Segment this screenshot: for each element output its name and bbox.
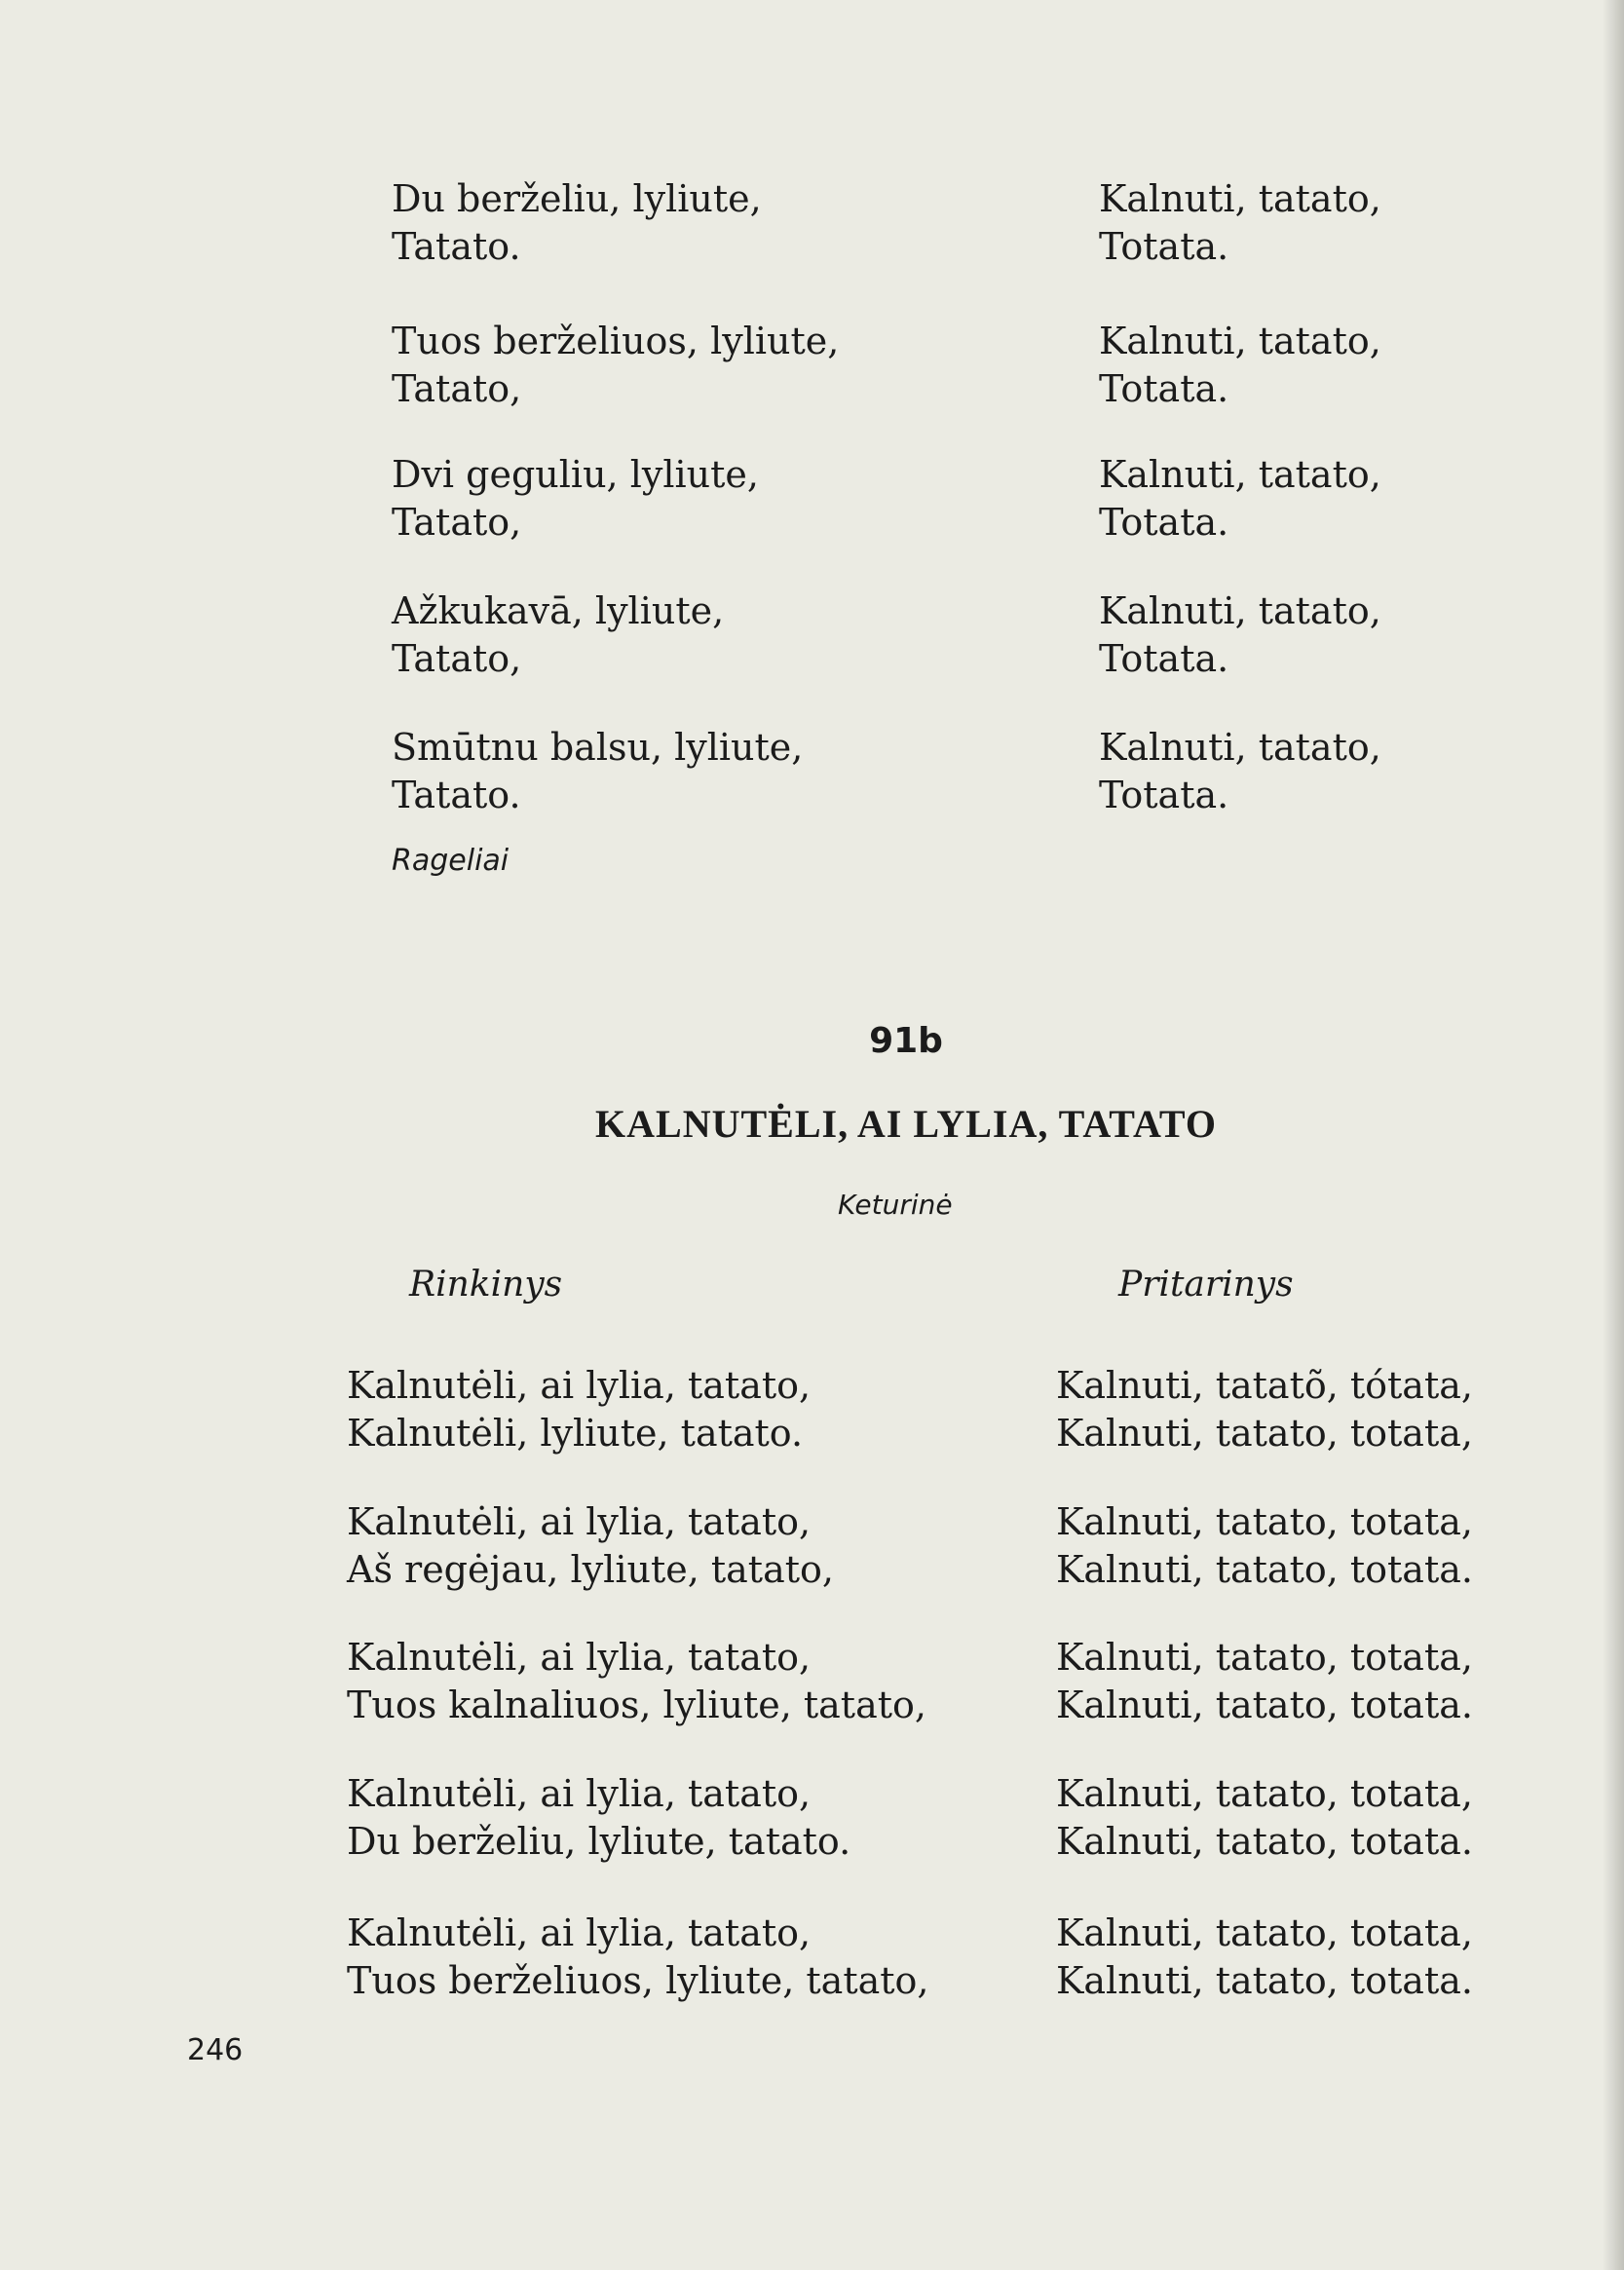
refrain-line: Kalnuti, tatato, (1099, 726, 1381, 769)
refrain-line: Kalnuti, tatato, (1099, 320, 1381, 362)
top-stanza-1-left (392, 175, 762, 271)
verse-line: Dvi geguliu, lyliute, (392, 453, 759, 496)
verse-line: Tatato, (392, 637, 522, 680)
verse-line: Du berželiu, lyliute, tatato. (347, 1820, 851, 1863)
bottom-stanza-3-left (347, 1634, 926, 1729)
refrain-line: Totata. (1099, 637, 1229, 680)
bottom-stanza-4-left (347, 1770, 850, 1866)
bottom-stanza-1-right (1056, 1362, 1473, 1457)
verse-line: Tuos berželiuos, lyliute, tatato, (347, 1959, 929, 2002)
refrain-line: Kalnuti, tatato, totata. (1056, 1820, 1473, 1863)
top-stanza-4-left (392, 587, 724, 683)
page-number: 246 (187, 2033, 244, 2067)
refrain-line: Totata. (1099, 774, 1229, 816)
top-stanza-2-right (1099, 318, 1381, 413)
refrain-line: Kalnuti, tatato, totata, (1056, 1500, 1473, 1543)
refrain-line: Kalnuti, tatato, totata, (1056, 1412, 1473, 1455)
verse-line: Tatato, (392, 501, 522, 544)
song-number: 91b (869, 1021, 943, 1061)
verse-line: Smūtnu balsu, lyliute, (392, 726, 804, 769)
bottom-stanza-2-left (347, 1498, 834, 1594)
refrain-line: Totata. (1099, 367, 1229, 410)
refrain-line: Kalnuti, tatatõ, tótata, (1056, 1364, 1473, 1407)
verse-line: Kalnutėli, ai lylia, tatato, (347, 1500, 812, 1543)
refrain-line: Totata. (1099, 501, 1229, 544)
left-column-heading: Rinkinys (409, 1265, 563, 1305)
verse-line: Aš regėjau, lyliute, tatato, (347, 1548, 834, 1591)
refrain-line: Kalnuti, tatato, (1099, 453, 1381, 496)
song-genre: Keturinė (838, 1189, 953, 1221)
verse-line: Du berželiu, lyliute, (392, 177, 762, 220)
top-stanza-1-right (1099, 175, 1381, 271)
top-stanza-3-right (1099, 451, 1381, 547)
refrain-line: Kalnuti, tatato, totata, (1056, 1911, 1473, 1954)
verse-line: Tuos kalnaliuos, lyliute, tatato, (347, 1684, 926, 1726)
verse-line: Tatato. (392, 225, 521, 268)
right-column-heading: Pritarinys (1118, 1265, 1294, 1305)
verse-line: Kalnutėli, ai lylia, tatato, (347, 1636, 812, 1679)
bottom-stanza-2-right (1056, 1498, 1473, 1594)
verse-line: Kalnutėli, lyliute, tatato. (347, 1412, 804, 1455)
verse-line: Tatato, (392, 367, 522, 410)
refrain-line: Kalnuti, tatato, totata, (1056, 1636, 1473, 1679)
refrain-line: Kalnuti, tatato, totata. (1056, 1684, 1473, 1726)
top-stanza-5-right (1099, 724, 1381, 819)
verse-line: Tatato. (392, 774, 521, 816)
top-stanza-4-right (1099, 587, 1381, 683)
top-stanza-5-left (392, 724, 803, 819)
verse-line: Tuos berželiuos, lyliute, (392, 320, 840, 362)
refrain-line: Kalnuti, tatato, (1099, 177, 1381, 220)
refrain-line: Kalnuti, tatato, totata. (1056, 1959, 1473, 2002)
verse-line: Ažkukavā, lyliute, (392, 589, 725, 632)
bottom-stanza-3-right (1056, 1634, 1473, 1729)
refrain-line: Totata. (1099, 225, 1229, 268)
top-stanza-2-left (392, 318, 839, 413)
verse-line: Kalnutėli, ai lylia, tatato, (347, 1911, 812, 1954)
refrain-line: Kalnuti, tatato, totata, (1056, 1772, 1473, 1815)
bottom-stanza-5-right (1056, 1910, 1473, 2005)
song-title: KALNUTĖLI, AI LYLIA, TATATO (595, 1102, 1217, 1146)
bottom-stanza-5-left (347, 1910, 928, 2005)
place-name: Rageliai (392, 844, 510, 878)
refrain-line: Kalnuti, tatato, (1099, 589, 1381, 632)
bottom-stanza-1-left (347, 1362, 811, 1457)
verse-line: Kalnutėli, ai lylia, tatato, (347, 1772, 812, 1815)
verse-line: Kalnutėli, ai lylia, tatato, (347, 1364, 812, 1407)
bottom-stanza-4-right (1056, 1770, 1473, 1866)
refrain-line: Kalnuti, tatato, totata. (1056, 1548, 1473, 1591)
top-stanza-3-left (392, 451, 759, 547)
